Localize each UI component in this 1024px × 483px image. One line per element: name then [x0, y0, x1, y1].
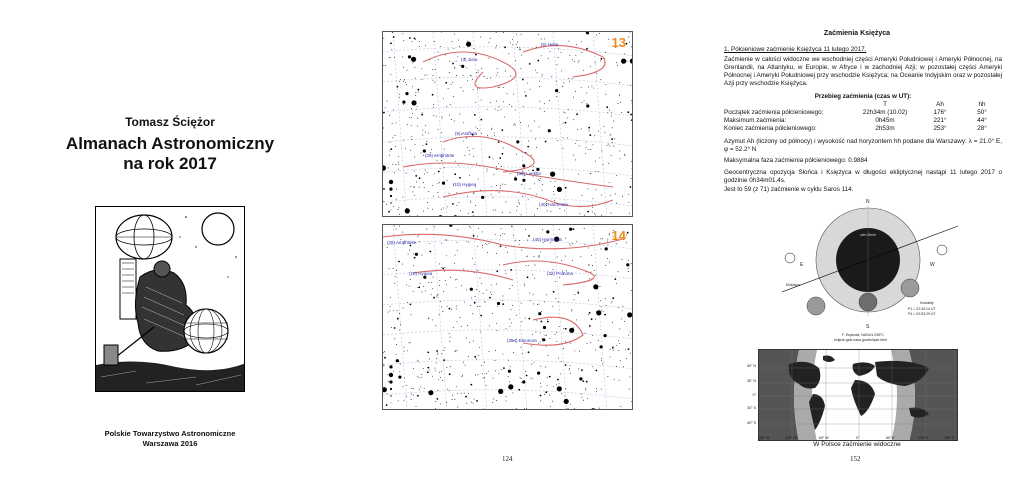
map-caption: W Polsce zaćmienie widoczne: [813, 441, 901, 448]
lon-label: 60° W: [819, 436, 829, 440]
astronomer-woodcut-illustration: [95, 206, 245, 392]
author-name: Tomasz Ściężor: [125, 115, 215, 129]
star-chart-13-map: [383, 32, 633, 217]
table-header-cell: [724, 101, 852, 109]
table-header-cell: hh: [978, 101, 986, 108]
magnitude-legend: [389, 180, 393, 211]
page-number-124: 124: [502, 455, 513, 463]
phase-azimuth: 253°: [933, 125, 947, 132]
star-chart-14: [382, 224, 633, 410]
lon-label: 0°: [856, 436, 860, 440]
diagram-credit-line1: F. Espenak, NASA's GSFC: [842, 333, 884, 337]
lat-label: 30° N: [747, 379, 756, 383]
coordinate-grid: [383, 225, 633, 410]
publisher-place-year: Warszawa 2016: [142, 439, 198, 448]
lunar-eclipse-page: [690, 0, 1024, 483]
phase-time: 22h34m (10.02): [862, 109, 908, 116]
coordinate-grid: [383, 32, 633, 217]
title-page: [0, 0, 340, 483]
lon-label: 180° E: [944, 436, 955, 440]
phase-time: 2h53m: [875, 125, 895, 132]
book-title-line2: na rok 2017: [123, 154, 217, 173]
diagram-umbra-label: cień Ziemi: [860, 233, 876, 237]
table-row: [724, 109, 1002, 117]
chart-13-label-laetitia: (39) Laetitia: [517, 171, 541, 176]
phase-azimuth: 221°: [933, 117, 947, 124]
chart-13-label-harmonia: (40) Harmonia: [539, 202, 568, 207]
azimuth-note: Azymut Ah (liczony od północy) i wysokość nad horyzontem hh podane dla Warszawy: λ = 21.0° E, φ = 52.2° N: [724, 138, 1002, 153]
lon-label: 120° W: [785, 436, 797, 440]
contact-p1: P1 = 22:34:14 UT: [908, 307, 936, 311]
table-row: [724, 125, 1002, 133]
chart-13-label-amphitrite: (29) Amphitrite: [425, 153, 455, 158]
chart-14-label-harmonia: (40) Harmonia: [533, 237, 562, 242]
opposition-text: Geocentryczna opozycja Słońca i Księżyca w długości ekliptycznej nastąpi 11 lutego 2017 o godzinie 0h34m01.4s.: [724, 169, 1002, 184]
book-title-line1: Almanach Astronomiczny: [65, 134, 275, 153]
star-chart-14-number: 14: [611, 228, 626, 243]
eclipse-phase-table: [724, 101, 1002, 133]
phase-altitude: 28°: [977, 125, 987, 132]
phase-altitude: 44°: [977, 117, 987, 124]
chart-14-label-eleonora: (354) Eleonora: [507, 338, 537, 343]
contacts-title: Kontakty: [920, 301, 934, 305]
moon-max-disk: [859, 293, 877, 311]
lat-label: 60° N: [747, 364, 756, 368]
moon-east-marker: [785, 253, 795, 263]
star-chart-14-map: [383, 225, 633, 410]
phase-label: Koniec zaćmienia półcieniowego:: [724, 125, 817, 132]
diagram-credit-line2: eclipse.gsfc.nasa.gov/eclipse.html: [834, 338, 887, 342]
eclipse-geometry-diagram: [782, 194, 960, 344]
lon-label: 180° W: [758, 436, 770, 440]
book-title: [40, 134, 300, 174]
eclipse-visibility-text: Zaćmienie w całości widoczne we wschodniej części Ameryki Południowej i Ameryki Północnej, na Grenlandii, na Atlantyku, w Europie, w Afryce i w zachodniej Azji; w pozostałej części Ameryki Północnej i Ameryki Południowej przy wschodzie Księżyca; na Oceanie Indyjskim oraz w pozostałej Azji przy wschodzie Księżyca.: [724, 56, 1002, 87]
chart-13-label-juno: (3) Juno: [461, 57, 478, 62]
chart-14-label-pomona: (32) Pomona: [547, 271, 574, 276]
diagram-ecliptic-label: Ekliptyka: [786, 283, 801, 287]
section-heading: Zaćmienia Księżyca: [823, 30, 891, 37]
star-chart-13: [382, 31, 633, 217]
diagram-north-label: N: [866, 199, 870, 205]
lon-label: 120° E: [918, 436, 929, 440]
chart-13-label-hygiea: (10) Hygiea: [453, 182, 477, 187]
visibility-world-map: [758, 349, 958, 441]
star-chart-page: [340, 0, 680, 483]
lat-label: 60° S: [747, 421, 756, 425]
star-field: [383, 225, 633, 410]
phase-label: Początek zaćmienia półcieniowego:: [724, 109, 824, 116]
lat-label: 0°: [752, 393, 756, 397]
asteroid-tracks: [383, 234, 623, 345]
moon-p1-disk: [807, 297, 825, 315]
diagram-west-label: W: [930, 262, 935, 268]
publisher-name: Polskie Towarzystwo Astronomiczne: [104, 429, 236, 438]
page-number-152: 152: [850, 455, 861, 463]
lon-label: 60° E: [886, 436, 895, 440]
saros-text: Jest to 59 (z 71) zaćmienie w cyklu Saros 114.: [724, 186, 854, 193]
table-row: [724, 117, 1002, 125]
asteroid-tracks: [403, 46, 613, 207]
max-phase-text: Maksymalna faza zaćmienia półcieniowego: 0.9884: [724, 157, 868, 164]
diagram-east-label: E: [800, 262, 804, 268]
table-header-cell: Ah: [936, 101, 944, 108]
star-chart-13-number: 13: [611, 35, 626, 50]
chart-13-label-hebe: (6) Hebe: [541, 42, 559, 47]
star-field: [383, 32, 633, 217]
phase-azimuth: 176°: [933, 109, 947, 116]
table-header-cell: T: [883, 101, 887, 108]
magnitude-legend: [389, 373, 393, 404]
phase-label: Maksimum zaćmienia:: [724, 117, 787, 124]
table-header-row: [724, 101, 1002, 109]
publisher: [70, 429, 270, 449]
moon-p4-disk: [901, 279, 919, 297]
chart-14-label-hygiea: (10) Hygiea: [409, 271, 433, 276]
diagram-south-label: S: [866, 324, 870, 330]
chart-13-label-astraea: (5) Astraea: [455, 131, 478, 136]
phase-altitude: 50°: [977, 109, 987, 116]
contact-p4: P4 = 02:53:29 UT: [908, 312, 936, 316]
chart-14-label-amphitrite: (29) Amphitrite: [387, 240, 417, 245]
eclipse-item-title: 1. Półcieniowe zaćmienie Księżyca 11 lutego 2017.: [724, 46, 867, 53]
phase-time: 0h45m: [875, 117, 895, 124]
lat-label: 30° S: [747, 406, 756, 410]
eclipse-course-heading: Przebieg zaćmienia (czas w UT):: [814, 93, 912, 100]
moon-west-marker: [937, 245, 947, 255]
